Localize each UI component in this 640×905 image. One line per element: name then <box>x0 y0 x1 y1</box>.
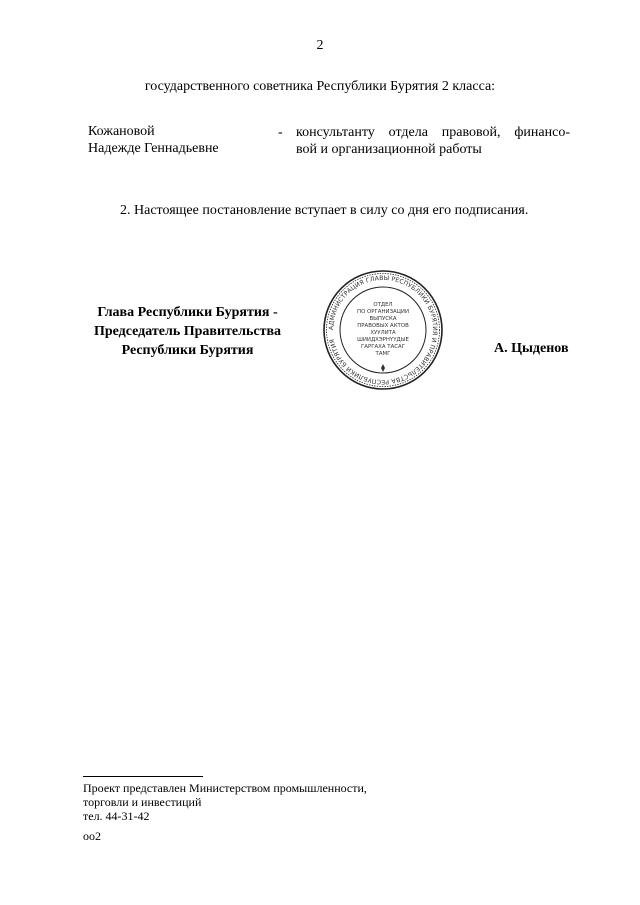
signer-name: А. Цыденов <box>494 341 569 356</box>
seal-line-3: ВЫПУСКА <box>369 316 397 322</box>
footnote-line1: Проект представлен Министерством промышленности, <box>83 781 367 795</box>
seal-ornament-icon <box>381 364 385 372</box>
header-line: государственного советника Республики Бурятия 2 класса: <box>144 79 496 94</box>
page-code: оо2 <box>83 829 101 843</box>
appointee-position-line2: вой и организационной работы <box>296 142 482 157</box>
appointee-given-names: Надежде Геннадьевне <box>88 141 219 156</box>
seal-outer-text: АДМИНИСТРАЦИЯ ГЛАВЫ РЕСПУБЛИКИ БУРЯТИЯ И ПРАВИТЕЛЬСТВА РЕСПУБЛИКИ БУРЯТИЯ <box>327 274 439 386</box>
signer-title-line2: Председатель Правительства <box>93 324 282 339</box>
appointee-dash: - <box>278 125 283 140</box>
seal-line-8: ТАМГ <box>375 351 391 357</box>
signer-title <box>80 303 295 360</box>
footnote-divider <box>83 776 203 777</box>
seal-line-1: ОТДЕЛ <box>373 302 393 308</box>
seal-line-2: ПО ОРГАНИЗАЦИИ <box>357 309 409 315</box>
appointee-position-line1: консультанту отдела правовой, финансо- <box>296 125 570 140</box>
clause-2: 2. Настоящее постановление вступает в силу со дня его подписания. <box>120 203 529 218</box>
seal-line-4: ПРАВОВЫХ АКТОВ <box>357 323 409 329</box>
signer-title-line1: Глава Республики Бурятия - <box>97 305 278 320</box>
footnote-phone: тел. 44-31-42 <box>83 809 150 823</box>
seal-line-5: ХУУЛИТА <box>370 330 396 336</box>
signer-title-line3: Республики Бурятия <box>121 343 254 358</box>
footnote-line2: торговли и инвестиций <box>83 795 202 809</box>
official-seal-stamp <box>321 268 445 392</box>
seal-line-7: ГАРГАХА ТАСАГ <box>360 344 406 350</box>
page-number: 2 <box>316 38 324 53</box>
appointee-position <box>296 124 570 158</box>
seal-line-6: ШИИДХЭРНҮҮДЫЕ <box>357 337 409 343</box>
appointee-surname: Кожановой <box>88 124 155 139</box>
